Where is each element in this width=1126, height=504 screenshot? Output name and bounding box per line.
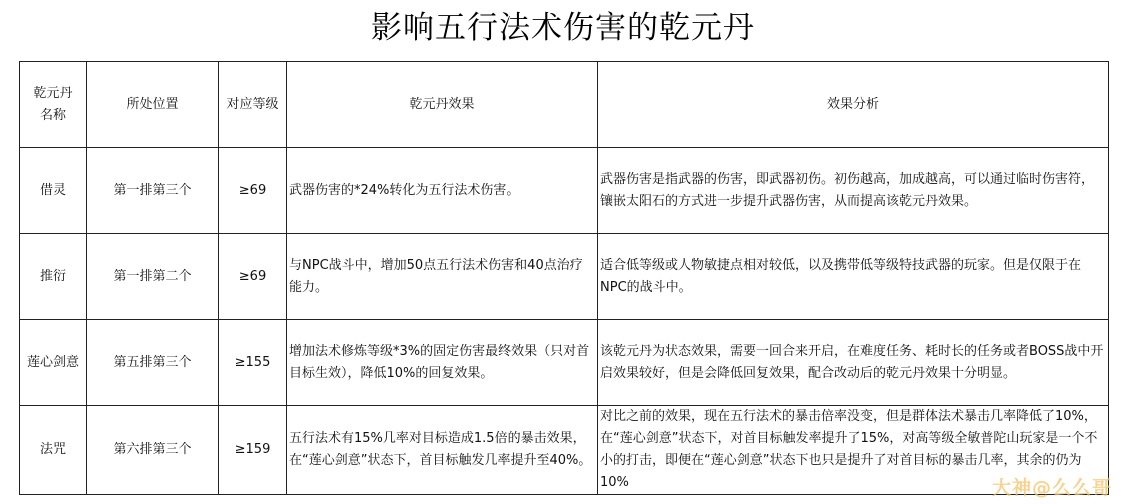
cell-level: ≥159 bbox=[219, 406, 287, 495]
header-effect: 乾元丹效果 bbox=[287, 62, 598, 148]
cell-effect: 增加法术修炼等级*3%的固定伤害最终效果（只对首目标生效），降低10%的回复效果。 bbox=[287, 320, 598, 406]
cell-analysis: 对比之前的效果，现在五行法术的暴击倍率没变，但是群体法术暴击几率降低了10%，在“莲心剑意”状态下，对首目标触发率提升了15%，对高等级全敏普陀山玩家是一个不小的打击，即便在“莲心剑意”状态下也只是提升了对首目标的暴击几率，其余的仍为10% bbox=[598, 406, 1109, 495]
cell-name: 法咒 bbox=[20, 406, 87, 495]
header-name: 乾元丹 名称 bbox=[20, 62, 87, 148]
cell-level: ≥155 bbox=[219, 320, 287, 406]
table-row bbox=[20, 148, 1109, 234]
cell-analysis: 武器伤害是指武器的伤害，即武器初伤。初伤越高，加成越高，可以通过临时伤害符，镶嵌太阳石的方式进一步提升武器伤害，从而提高该乾元丹效果。 bbox=[598, 148, 1109, 234]
qianyuandan-table bbox=[19, 61, 1109, 495]
header-position: 所处位置 bbox=[87, 62, 219, 148]
cell-name: 莲心剑意 bbox=[20, 320, 87, 406]
page-title: 影响五行法术伤害的乾元丹 bbox=[371, 10, 755, 46]
header-level: 对应等级 bbox=[219, 62, 287, 148]
watermark-logo: 大神@么么哥 bbox=[991, 477, 1112, 499]
cell-effect: 与NPC战斗中，增加50点五行法术伤害和40点治疗能力。 bbox=[287, 234, 598, 320]
table-row bbox=[20, 234, 1109, 320]
cell-position: 第六排第三个 bbox=[87, 406, 219, 495]
table-header-row bbox=[20, 62, 1109, 148]
cell-name: 推衍 bbox=[20, 234, 87, 320]
cell-position: 第一排第二个 bbox=[87, 234, 219, 320]
cell-analysis: 该乾元丹为状态效果，需要一回合来开启，在难度任务、耗时长的任务或者BOSS战中开启效果较好，但是会降低回复效果，配合改动后的乾元丹效果十分明显。 bbox=[598, 320, 1109, 406]
cell-level: ≥69 bbox=[219, 234, 287, 320]
cell-position: 第五排第三个 bbox=[87, 320, 219, 406]
cell-analysis: 适合低等级或人物敏捷点相对较低，以及携带低等级特技武器的玩家。但是仅限于在NPC的战斗中。 bbox=[598, 234, 1109, 320]
cell-name: 借灵 bbox=[20, 148, 87, 234]
table-row bbox=[20, 406, 1109, 495]
cell-effect: 五行法术有15%几率对目标造成1.5倍的暴击效果，在“莲心剑意”状态下，首目标触发几率提升至40%。 bbox=[287, 406, 598, 495]
cell-position: 第一排第三个 bbox=[87, 148, 219, 234]
table-row bbox=[20, 320, 1109, 406]
cell-level: ≥69 bbox=[219, 148, 287, 234]
header-analysis: 效果分析 bbox=[598, 62, 1109, 148]
cell-effect: 武器伤害的*24%转化为五行法术伤害。 bbox=[287, 148, 598, 234]
